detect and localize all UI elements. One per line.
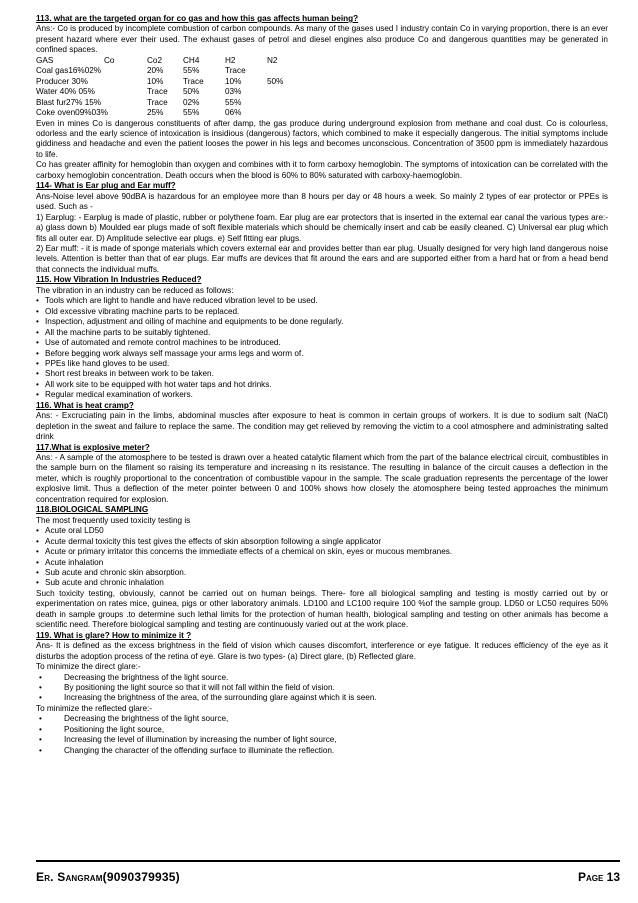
list-item: • Positioning the light source, <box>36 725 608 735</box>
page-footer <box>36 860 620 884</box>
heading-q118: 118.BIOLOGICAL SAMPLING <box>36 505 149 515</box>
gas-composition-table <box>36 56 608 119</box>
list-item: • Acute inhalation <box>36 558 608 568</box>
heading-q113: 113. what are the targeted organ for co gas and how this gas affects human being? <box>36 14 359 23</box>
table-cell: 06% <box>225 108 242 118</box>
table-header-cell: CH4 <box>183 55 200 65</box>
table-cell <box>267 98 307 108</box>
list-item: • Increasing the brightness of the area, of the surrounding glare against which it is seen. <box>36 693 608 703</box>
table-cell <box>104 108 147 118</box>
document-page <box>36 14 608 756</box>
list-item: • Decreasing the brightness of the light source. <box>36 673 608 683</box>
list-item: • Acute oral LD50 <box>36 526 608 536</box>
table-cell <box>104 98 147 108</box>
q117-paragraph-1: Ans: - A sample of the atomosphere to be tested is drawn over a heated catalytic filament which from the part of the balance electrical circuit, combustibles in the sample burn on the filament so raising its temperature and increasing n its resistance. The resulting in balance of the circuit causes a deflection in the meter, which is roughly proportional to the concentration of combustible vapour in the sample. The scale graduation represents the percentage of the lower explosive limit. Thus a deflection of the meter pointer between 0 and 100% shows how closely the atomosphere being tested approaches the minimum concentration required for explosion. <box>36 453 608 504</box>
table-cell: Trace <box>147 87 168 97</box>
list-item: • Decreasing the brightness of the light source, <box>36 714 608 724</box>
heading-q116: 116. What is heat cramp? <box>36 400 134 410</box>
list-item: • All work site to be equipped with hot water taps and hot drinks. <box>36 380 608 390</box>
table-cell: Blast fur27% 15% <box>36 97 102 107</box>
list-item: • Use of automated and remote control machines to be introduced. <box>36 338 608 348</box>
table-cell: 10% <box>225 76 242 86</box>
table-cell <box>104 77 147 87</box>
list-item: • By positioning the light source so that it will not fall within the field of vision. <box>36 683 608 693</box>
list-item: • Old excessive vibrating machine parts to be replaced. <box>36 307 608 317</box>
q116-paragraph-1: Ans: - Excruciating pain in the limbs, abdominal muscles after exposure to heat is common in certain groups of workers. It is due to sodium salt (NaCl) depletion in the sweat and failure to replace the same. The condition may get relieved by removing the victim to a cool atmosphere and administrating salted drink <box>36 411 608 442</box>
footer-author: Er. Sangram(9090379935) <box>36 870 180 884</box>
q114-earmuff-paragraph: 2) Ear muff: - it is made of sponge materials which covers external ear and provides better than ear plug. Usually designed for very high land dangerous noise levels. Attention is better than that of ear plugs. Ear muffs are devices that fit around the ears and are supported either from a hard hat or from a head bend that connects the individual muffs. <box>36 243 608 274</box>
heading-q119: 119. What is glare? How to minimize it ? <box>36 630 192 640</box>
table-cell <box>104 66 147 76</box>
list-item: • Regular medical examination of workers. <box>36 390 608 400</box>
table-cell: 55% <box>183 66 200 76</box>
list-item: • Increasing the level of illumination by increasing the number of light source, <box>36 735 608 745</box>
q115-intro: The vibration in an industry can be reduced as follows: <box>36 285 234 295</box>
table-cell: Coal gas16%02% <box>36 66 102 76</box>
q113-paragraph-3: Co has greater affinity for hemoglobin than oxygen and combines with it to form carboxy hemoglobin. The symptoms of intoxication can be correlated with the carboxy hemoglobin concentration. Death occurs when the blood is 60% to 80% saturated with carboxy-haemoglobin. <box>36 160 608 180</box>
table-cell: Trace <box>183 76 204 86</box>
table-cell: Producer 30% <box>36 76 88 86</box>
list-item: • Sub acute and chronic skin absorption. <box>36 568 608 578</box>
q118-intro: The most frequently used toxicity testing is <box>36 515 191 525</box>
heading-q114: 114- What is Ear plug and Ear muff? <box>36 181 176 191</box>
q115-bullet-list <box>36 296 608 401</box>
table-cell: Trace <box>147 97 168 107</box>
list-item: • PPEs like hand gloves to be used. <box>36 359 608 369</box>
q114-paragraph-1: Ans-Noise level above 90dBA is hazardous for an employee more than 8 hours per day or 48 hours a week. So mainly 2 types of ear protector or PPEs is used. Such as - <box>36 191 608 212</box>
list-item: • Acute or primary irritator this concerns the immediate effects of a chemical on skin, eyes or mucous membranes. <box>36 547 608 557</box>
list-item: • Before begging work always self massage your arms legs and worm of. <box>36 349 608 359</box>
table-cell: Coke oven09%03% <box>36 108 108 118</box>
list-item: • Tools which are light to handle and have reduced vibration level to be used. <box>36 296 608 306</box>
table-cell: 02% <box>183 97 200 107</box>
table-cell <box>267 87 307 97</box>
q119-paragraph-1: Ans- It is defined as the excess brightness in the field of vision which causes discomfort, interference or eye fatigue. It reduces efficiency of the eye as it disturbs the adoption process of the retina of eye. Glare is two types- (a) Direct glare, (b) Reflected glare. <box>36 641 608 661</box>
q119-direct-glare-list <box>36 673 608 704</box>
heading-q117: 117.What is explosive meter? <box>36 442 150 452</box>
table-header-cell: H2 <box>225 55 236 65</box>
table-header-cell: Co2 <box>147 55 163 65</box>
heading-q115: 115. How Vibration In Industries Reduced? <box>36 275 202 285</box>
q118-paragraph-1: Such toxicity testing, obviously, cannot be carried out on human beings. There- fore all biological sampling and testing is mostly carried out by or experimentation on rates mice, guinea, pigs or other laboratory animals. LD100 and LC100 require 100 %of the sample group. LD50 or LC50 requires 50% death in sample groups .to determine such lethal limits for the protection of human health, biological sampling and testing on other animals has become a scientific need. Therefore biological sampling and testing are continuously varied out at the work place. <box>36 588 608 630</box>
list-item: • Short rest breaks in between work to be taken. <box>36 369 608 379</box>
table-header-cell: GAS <box>36 55 54 65</box>
q119-direct-intro: To minimize the direct glare:- <box>36 662 141 672</box>
list-item: • Changing the character of the offending surface to illuminate the reflection. <box>36 746 608 756</box>
table-cell <box>267 108 307 118</box>
q119-reflected-glare-list <box>36 714 608 756</box>
q114-earplug-paragraph: 1) Earplug: - Earplug is made of plastic, rubber or polythene foam. Ear plug are ear protectors that is inserted in the external ear canal the various types are:-a) glass down b) Moulded ear plugs made of soft flexible materials which should be chemically insert and cab be easily cleaned. C) Universal ear plug which fits all outer ear. D) Amplitude selective ear plugs. e) Self fitting ear plugs. <box>36 212 608 243</box>
table-header-cell: Co <box>104 55 115 65</box>
table-header-cell: N2 <box>267 55 278 65</box>
table-cell: Trace <box>225 66 246 76</box>
q113-paragraph-2: Even in mines Co is dangerous constituents of after damp, the gas produce during underground explosion from methane and coal dust. Co is colourless, odorless and the early science of intoxication is insidious (dangerous) factors, which combined to make it especially dangerous. The initial symptoms include giddiness and headache and even the patient looses the power in his legs and becomes unconscious. Concentration of 3500 ppm is immediately hazardous to life. <box>36 118 608 159</box>
footer-page-number: Page 13 <box>577 870 620 884</box>
table-cell: 10% <box>147 76 164 86</box>
table-cell: 25% <box>147 108 164 118</box>
list-item: • Inspection, adjustment and oiling of machine and equipments to be done regularly. <box>36 317 608 327</box>
table-cell: 20% <box>147 66 164 76</box>
table-cell: 55% <box>225 97 242 107</box>
q118-bullet-list <box>36 526 608 589</box>
table-cell: Water 40% 05% <box>36 87 95 97</box>
list-item: • All the machine parts to be suitably tightened. <box>36 328 608 338</box>
table-cell: 50% <box>267 76 284 86</box>
table-cell <box>104 87 147 97</box>
table-cell: 50% <box>183 87 200 97</box>
table-cell: 55% <box>183 108 200 118</box>
list-item: • Acute dermal toxicity this test gives the effects of skin absorption following a single applicator <box>36 537 608 547</box>
table-cell <box>267 66 307 76</box>
list-item: • Sub acute and chronic inhalation <box>36 578 608 588</box>
q119-reflected-intro: To minimize the reflected glare:- <box>36 703 153 713</box>
table-cell: 03% <box>225 87 242 97</box>
q113-paragraph-1: Ans:- Co is produced by incomplete combustion of carbon compounds. As many of the gases used I industry contain Co in varying proportion, there is an ever present hazard where ever their used. The exhaust gases of petrol and diesel engines also produce Co and dangerous quantities may be generated in confined spaces. <box>36 24 608 55</box>
